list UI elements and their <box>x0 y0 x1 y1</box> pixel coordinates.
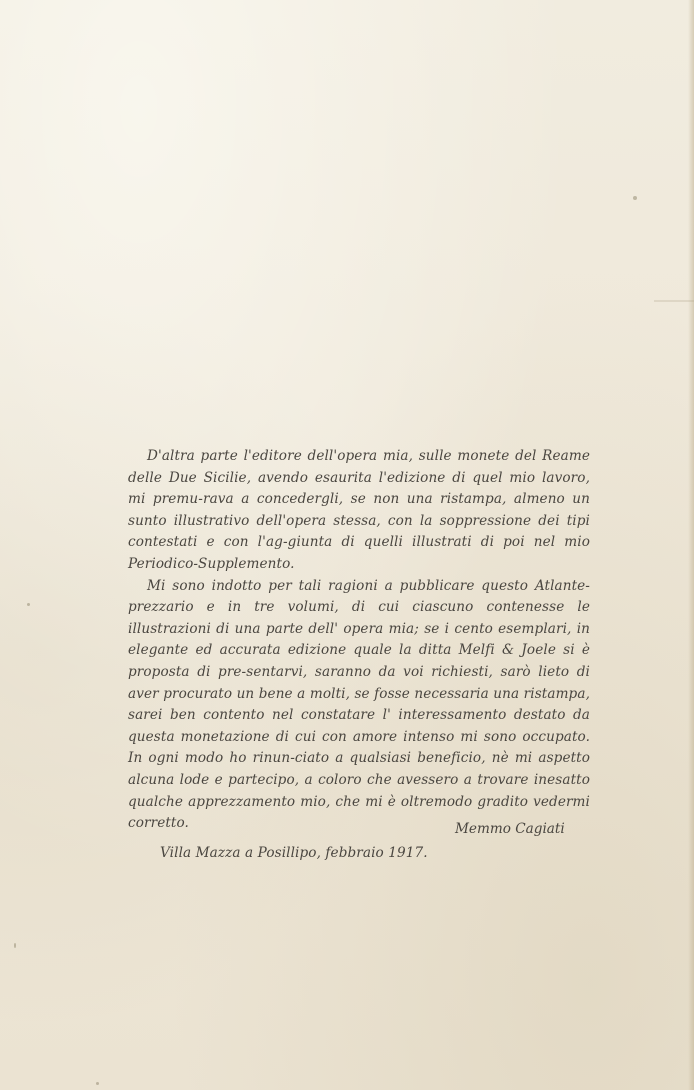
paragraph-1: D'altra parte l'editore dell'opera mia, sulle monete del Reame delle Due Sicilie, avendo esaurita l'edizione di quel mio lavoro, mi premu-rava a concedergli, se non una ristampa, almeno un sunto illustrativo dell'opera stessa, con la soppressione dei tipi contestati e con l'ag-giunta di quelli illustrati di poi nel mio Periodico-Supplemento. <box>128 448 590 572</box>
paper-speck <box>27 603 30 606</box>
paragraph-2: Mi sono indotto per tali ragioni a pubblicare questo Atlante-prezzario e in tre volumi, di cui ciascuno contenesse le illustrazioni di una parte dell' opera mia; se i cento esemplari, in elegante ed accurata edizione quale la ditta Melfi & Joele si è proposta di pre-sentarvi, saranno da voi richiesti, sarò lieto di aver procurato un bene a molti, se fosse necessaria una ristampa, sarei ben contento nel constatare l' interessamento destato da questa monetazione di cui con amore intenso mi sono occupato. In ogni modo ho rinun-ciato a qualsiasi beneficio, nè mi aspetto alcuna lode e partecipo, a coloro che avessero a trovare inesatto qualche apprezzamento mio, che mi è oltremodo gradito vedermi corretto. <box>128 577 590 832</box>
paper-speck <box>96 1082 99 1085</box>
page-edge-shading <box>688 0 694 1090</box>
paper-speck <box>14 943 16 948</box>
letter-body <box>128 446 590 864</box>
signature: Memmo Cagiati <box>455 821 565 837</box>
paper-crease <box>654 300 694 302</box>
place-date: Villa Mazza a Posillipo, febbraio 1917. <box>160 844 428 861</box>
paper-speck <box>633 196 637 200</box>
